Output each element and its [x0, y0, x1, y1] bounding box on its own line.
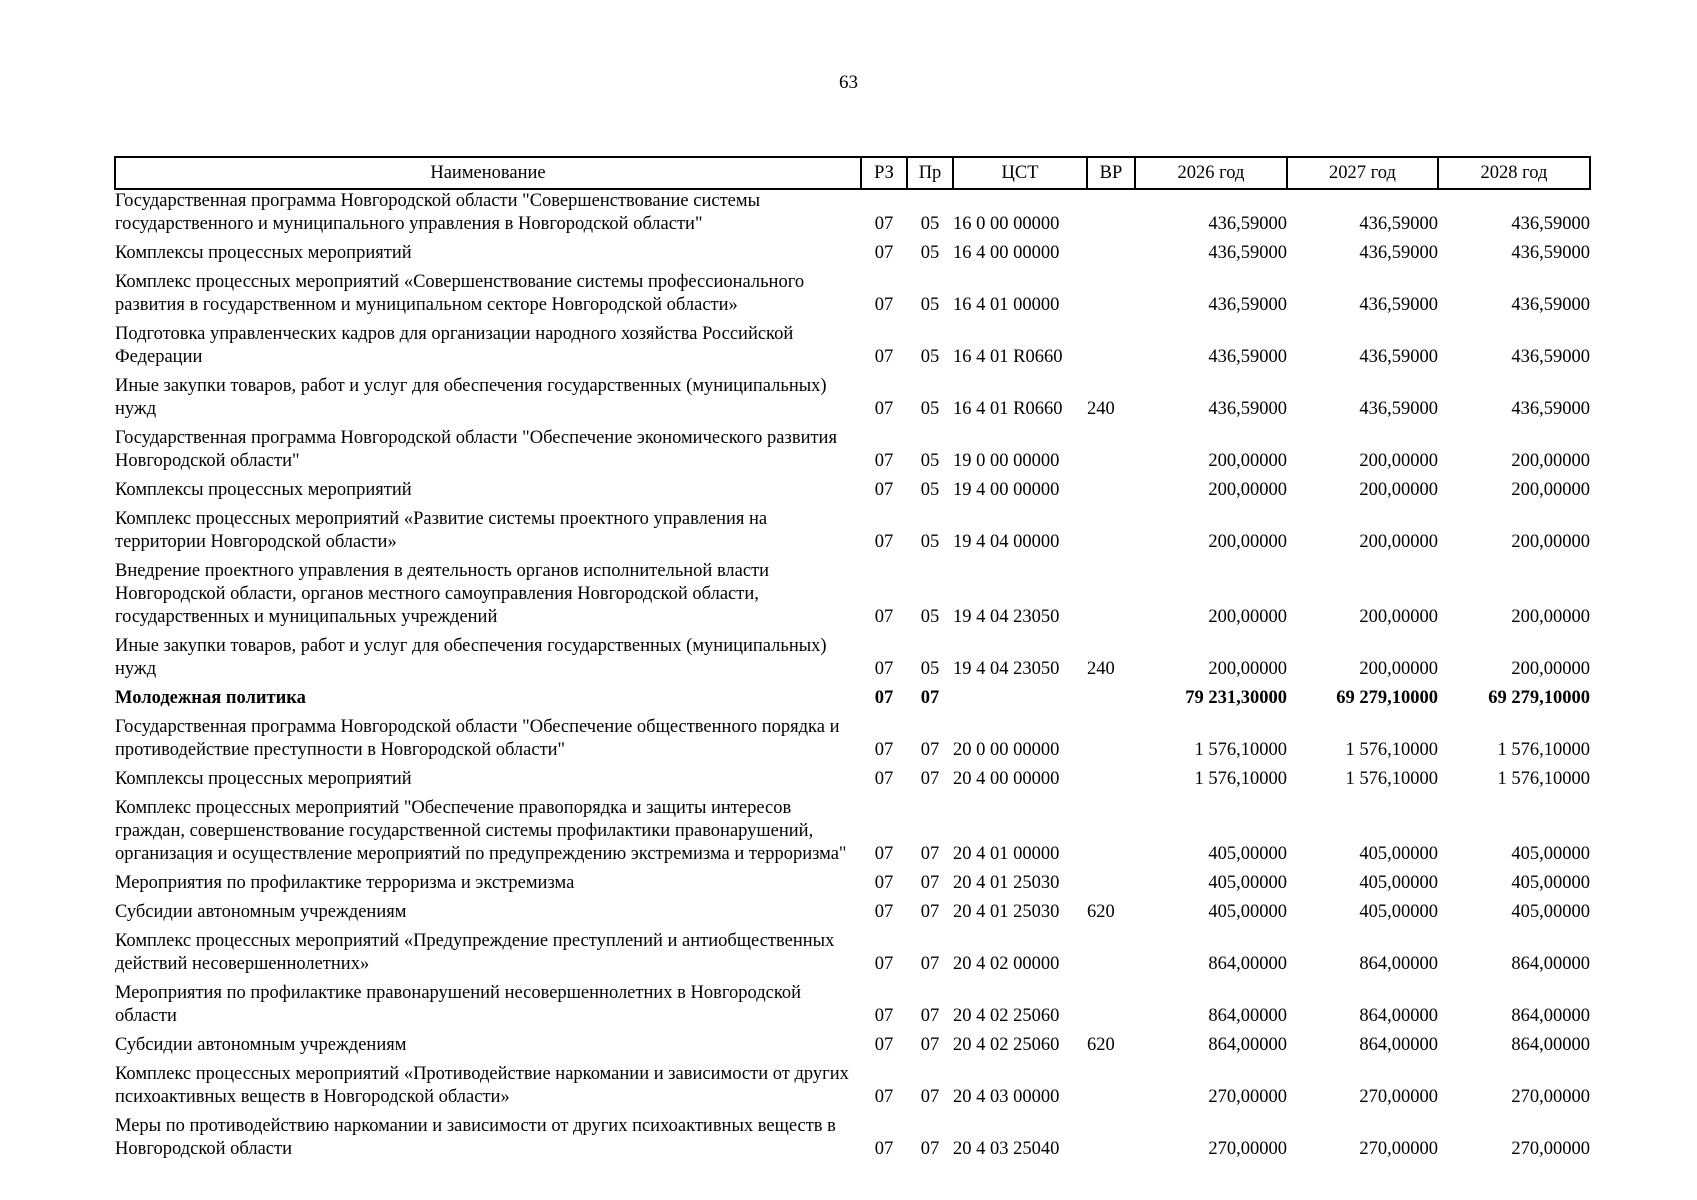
row-name: Государственная программа Новгородской области "Совершенствование системы государственного и муниципального управления в Новгородской области" — [115, 191, 760, 234]
row-2026-value: 200,00000 — [1208, 532, 1287, 552]
row-2027-value: 200,00000 — [1359, 532, 1438, 552]
row-rz: 07 — [874, 1006, 894, 1026]
row-2026-value: 1 576,10000 — [1194, 740, 1287, 760]
table-row — [115, 768, 1590, 797]
table-row — [115, 872, 1590, 901]
row-2027-value: 864,00000 — [1359, 954, 1438, 974]
row-2026-value: 200,00000 — [1208, 659, 1287, 679]
row-rz: 07 — [874, 659, 894, 679]
row-vr — [1087, 427, 1135, 479]
row-2028-value: 1 576,10000 — [1497, 740, 1590, 760]
row-rz: 07 — [874, 873, 894, 893]
row-vr — [1087, 930, 1135, 982]
row-2028-value: 864,00000 — [1511, 1035, 1590, 1055]
row-cst: 20 4 02 00000 — [953, 954, 1060, 974]
row-pr: 07 — [920, 1035, 940, 1055]
row-2026-value: 405,00000 — [1208, 902, 1287, 922]
row-2026-value: 864,00000 — [1208, 954, 1287, 974]
row-2026-value: 436,59000 — [1208, 399, 1287, 419]
row-rz: 07 — [874, 480, 894, 500]
table-row — [115, 687, 1590, 716]
row-cst: 19 0 00 00000 — [953, 451, 1060, 471]
row-pr: 05 — [920, 347, 940, 367]
row-cst: 20 4 02 25060 — [953, 1006, 1060, 1026]
row-name: Подготовка управленческих кадров для организации народного хозяйства Российской Федерации — [115, 324, 794, 367]
row-2026-value: 436,59000 — [1208, 295, 1287, 315]
header-cst: ЦСТ — [953, 157, 1087, 189]
row-name: Субсидии автономным учреждениям — [115, 902, 407, 922]
row-name: Комплекс процессных мероприятий «Совершенствование системы профессионального развития в государственном и муниципальном секторе Новгородской области» — [115, 272, 805, 315]
row-2027-value: 1 576,10000 — [1345, 740, 1438, 760]
row-rz: 07 — [874, 214, 894, 234]
row-rz: 07 — [874, 954, 894, 974]
row-vr — [1087, 479, 1135, 508]
row-rz: 07 — [874, 243, 894, 263]
row-vr — [1087, 687, 1135, 716]
row-vr: 240 — [1087, 659, 1115, 679]
row-rz: 07 — [874, 532, 894, 552]
row-name: Комплекс процессных мероприятий "Обеспечение правопорядка и защиты интересов граждан, совершенствование государственной системы профилактики правонарушений, организация и осуществление мероприятий по предупреждению экстремизма и терроризма" — [115, 798, 847, 864]
row-2028-value: 1 576,10000 — [1497, 769, 1590, 789]
row-2028-value: 436,59000 — [1511, 295, 1590, 315]
row-pr: 05 — [920, 451, 940, 471]
row-vr — [1087, 189, 1135, 242]
row-vr — [1087, 797, 1135, 872]
row-2027-value: 436,59000 — [1359, 295, 1438, 315]
table-row — [115, 271, 1590, 323]
row-2026-value: 1 576,10000 — [1194, 769, 1287, 789]
row-cst: 20 0 00 00000 — [953, 740, 1060, 760]
table-row — [115, 560, 1590, 635]
row-name: Комплекс процессных мероприятий «Развитие системы проектного управления на территории Новгородской области» — [115, 509, 768, 552]
row-pr: 05 — [920, 607, 940, 627]
row-2028-value: 200,00000 — [1511, 607, 1590, 627]
row-rz: 07 — [874, 1035, 894, 1055]
row-rz: 07 — [874, 1087, 894, 1107]
row-pr: 05 — [920, 399, 940, 419]
row-cst: 20 4 02 25060 — [953, 1035, 1060, 1055]
row-2028-value: 436,59000 — [1511, 399, 1590, 419]
table-row — [115, 427, 1590, 479]
row-vr — [1087, 1115, 1135, 1167]
row-2027-value: 436,59000 — [1359, 399, 1438, 419]
table-row — [115, 508, 1590, 560]
row-2028-value: 270,00000 — [1511, 1087, 1590, 1107]
row-2027-value: 436,59000 — [1359, 243, 1438, 263]
table-row — [115, 1063, 1590, 1115]
row-name: Комплексы процессных мероприятий — [115, 769, 412, 789]
row-2028-value: 405,00000 — [1511, 873, 1590, 893]
table-row — [115, 1034, 1590, 1063]
row-cst: 19 4 04 00000 — [953, 532, 1060, 552]
table-row — [115, 901, 1590, 930]
row-name: Комплексы процессных мероприятий — [115, 480, 412, 500]
row-pr: 07 — [920, 769, 940, 789]
row-2027-value: 864,00000 — [1359, 1006, 1438, 1026]
row-pr: 07 — [920, 1006, 940, 1026]
header-2027: 2027 год — [1287, 157, 1438, 189]
row-name: Комплексы процессных мероприятий — [115, 243, 412, 263]
row-pr: 07 — [920, 844, 940, 864]
row-name: Комплекс процессных мероприятий «Противодействие наркомании и зависимости от других психоактивных веществ в Новгородской области» — [115, 1064, 849, 1107]
row-cst — [953, 687, 1087, 716]
row-2028-value: 436,59000 — [1511, 347, 1590, 367]
row-pr: 05 — [920, 214, 940, 234]
row-name: Субсидии автономным учреждениям — [115, 1035, 407, 1055]
row-cst: 16 4 00 00000 — [953, 243, 1060, 263]
row-vr — [1087, 716, 1135, 768]
row-name: Иные закупки товаров, работ и услуг для обеспечения государственных (муниципальных) нужд — [115, 636, 827, 679]
row-cst: 19 4 04 23050 — [953, 659, 1060, 679]
row-rz: 07 — [874, 347, 894, 367]
row-name: Мероприятия по профилактике терроризма и экстремизма — [115, 873, 575, 893]
row-2027-value: 405,00000 — [1359, 873, 1438, 893]
row-cst: 20 4 00 00000 — [953, 769, 1060, 789]
table-row — [115, 1115, 1590, 1167]
row-name: Внедрение проектного управления в деятельность органов исполнительной власти Новгородской области, органов местного самоуправления Новгородской области, государственных и муниципальных учреждений — [115, 561, 770, 627]
row-rz: 07 — [874, 844, 894, 864]
table-row — [115, 716, 1590, 768]
header-rz: РЗ — [861, 157, 907, 189]
row-2028-value: 200,00000 — [1511, 659, 1590, 679]
row-2026-value: 270,00000 — [1208, 1139, 1287, 1159]
row-2026-value: 200,00000 — [1208, 451, 1287, 471]
table-row — [115, 479, 1590, 508]
row-2028-value: 69 279,10000 — [1488, 688, 1590, 708]
row-vr — [1087, 508, 1135, 560]
row-2026-value: 405,00000 — [1208, 873, 1287, 893]
row-name: Государственная программа Новгородской области "Обеспечение общественного порядка и противодействие преступности в Новгородской области" — [115, 717, 840, 760]
row-2026-value: 436,59000 — [1208, 243, 1287, 263]
row-2027-value: 69 279,10000 — [1336, 688, 1438, 708]
table-row — [115, 930, 1590, 982]
row-name: Иные закупки товаров, работ и услуг для обеспечения государственных (муниципальных) нужд — [115, 376, 827, 419]
row-2026-value: 864,00000 — [1208, 1006, 1287, 1026]
row-2028-value: 436,59000 — [1511, 214, 1590, 234]
row-rz: 07 — [874, 295, 894, 315]
row-2026-value: 405,00000 — [1208, 844, 1287, 864]
row-cst: 20 4 01 00000 — [953, 844, 1060, 864]
row-vr — [1087, 872, 1135, 901]
row-rz: 07 — [874, 451, 894, 471]
row-2027-value: 200,00000 — [1359, 480, 1438, 500]
row-2026-value: 864,00000 — [1208, 1035, 1287, 1055]
row-2027-value: 270,00000 — [1359, 1139, 1438, 1159]
page-number: 63 — [839, 72, 858, 93]
row-name: Меры по противодействию наркомании и зависимости от других психоактивных веществ в Новгородской области — [115, 1116, 836, 1159]
header-2028: 2028 год — [1438, 157, 1590, 189]
row-vr: 620 — [1087, 1035, 1115, 1055]
budget-table — [114, 156, 1591, 1167]
row-2026-value: 270,00000 — [1208, 1087, 1287, 1107]
row-pr: 07 — [920, 688, 940, 708]
row-vr — [1087, 1063, 1135, 1115]
row-2027-value: 200,00000 — [1359, 451, 1438, 471]
row-rz: 07 — [874, 399, 894, 419]
header-vr: ВР — [1087, 157, 1135, 189]
row-vr — [1087, 768, 1135, 797]
row-2028-value: 864,00000 — [1511, 1006, 1590, 1026]
row-2027-value: 405,00000 — [1359, 902, 1438, 922]
row-pr: 05 — [920, 659, 940, 679]
table-row — [115, 323, 1590, 375]
table-row — [115, 635, 1590, 687]
row-cst: 19 4 00 00000 — [953, 480, 1060, 500]
row-2027-value: 200,00000 — [1359, 659, 1438, 679]
row-cst: 16 4 01 00000 — [953, 295, 1060, 315]
row-2027-value: 1 576,10000 — [1345, 769, 1438, 789]
row-cst: 16 4 01 R0660 — [953, 347, 1063, 367]
row-name: Государственная программа Новгородской области "Обеспечение экономического развития Новгородской области" — [115, 428, 837, 471]
row-2028-value: 864,00000 — [1511, 954, 1590, 974]
row-vr — [1087, 560, 1135, 635]
row-2028-value: 200,00000 — [1511, 451, 1590, 471]
row-2027-value: 405,00000 — [1359, 844, 1438, 864]
row-cst: 20 4 03 25040 — [953, 1139, 1060, 1159]
row-pr: 05 — [920, 532, 940, 552]
row-2027-value: 864,00000 — [1359, 1035, 1438, 1055]
row-vr — [1087, 323, 1135, 375]
row-cst: 16 4 01 R0660 — [953, 399, 1063, 419]
header-name: Наименование — [115, 157, 861, 189]
row-pr: 07 — [920, 954, 940, 974]
table-header-row — [115, 157, 1590, 189]
row-vr: 620 — [1087, 902, 1115, 922]
row-rz: 07 — [874, 607, 894, 627]
header-2026: 2026 год — [1135, 157, 1287, 189]
row-2026-value: 200,00000 — [1208, 480, 1287, 500]
table-row — [115, 375, 1590, 427]
row-pr: 07 — [920, 740, 940, 760]
row-rz: 07 — [874, 1139, 894, 1159]
row-2028-value: 436,59000 — [1511, 243, 1590, 263]
row-rz: 07 — [874, 688, 894, 708]
row-2028-value: 270,00000 — [1511, 1139, 1590, 1159]
row-pr: 05 — [920, 243, 940, 263]
row-2027-value: 436,59000 — [1359, 214, 1438, 234]
row-2028-value: 405,00000 — [1511, 902, 1590, 922]
row-2028-value: 200,00000 — [1511, 480, 1590, 500]
header-pr: Пр — [907, 157, 953, 189]
row-cst: 20 4 03 00000 — [953, 1087, 1060, 1107]
row-vr — [1087, 271, 1135, 323]
row-rz: 07 — [874, 769, 894, 789]
row-pr: 07 — [920, 902, 940, 922]
row-cst: 20 4 01 25030 — [953, 873, 1060, 893]
row-cst: 19 4 04 23050 — [953, 607, 1060, 627]
row-rz: 07 — [874, 902, 894, 922]
table-row — [115, 982, 1590, 1034]
row-cst: 16 0 00 00000 — [953, 214, 1060, 234]
row-pr: 05 — [920, 295, 940, 315]
row-pr: 07 — [920, 1087, 940, 1107]
row-vr — [1087, 242, 1135, 271]
row-2027-value: 270,00000 — [1359, 1087, 1438, 1107]
table-row — [115, 797, 1590, 872]
row-2027-value: 436,59000 — [1359, 347, 1438, 367]
row-name: Комплекс процессных мероприятий «Предупреждение преступлений и антиобщественных действий несовершеннолетних» — [115, 931, 835, 974]
row-2028-value: 200,00000 — [1511, 532, 1590, 552]
row-cst: 20 4 01 25030 — [953, 902, 1060, 922]
row-2026-value: 436,59000 — [1208, 214, 1287, 234]
table-row — [115, 242, 1590, 271]
table-body — [115, 189, 1590, 1167]
table-row — [115, 189, 1590, 242]
row-pr: 05 — [920, 480, 940, 500]
row-2026-value: 436,59000 — [1208, 347, 1287, 367]
row-2027-value: 200,00000 — [1359, 607, 1438, 627]
row-rz: 07 — [874, 740, 894, 760]
row-vr — [1087, 982, 1135, 1034]
row-2026-value: 79 231,30000 — [1185, 688, 1287, 708]
row-2026-value: 200,00000 — [1208, 607, 1287, 627]
row-2028-value: 405,00000 — [1511, 844, 1590, 864]
row-name: Молодежная политика — [115, 688, 306, 708]
row-vr: 240 — [1087, 399, 1115, 419]
row-name: Мероприятия по профилактике правонарушений несовершеннолетних в Новгородской области — [115, 983, 802, 1026]
row-pr: 07 — [920, 873, 940, 893]
row-pr: 07 — [920, 1139, 940, 1159]
